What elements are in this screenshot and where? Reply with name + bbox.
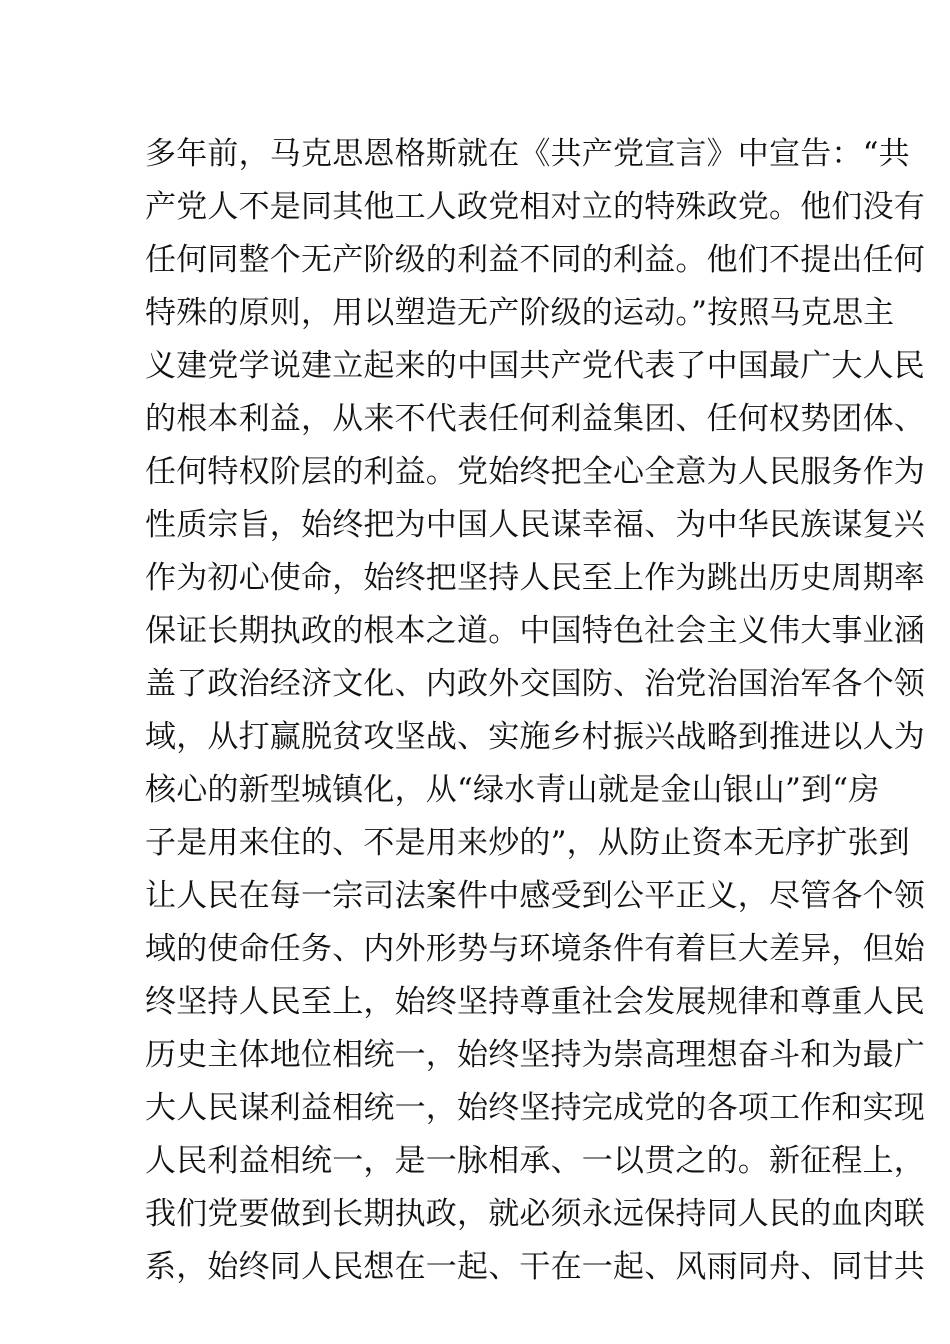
text-line-13: 核心的新型城镇化，从“绿水青山就是金山银山”到“房 bbox=[145, 772, 880, 808]
text-line-16: 域的使命任务、内外形势与环境条件有着巨大差异，但始 bbox=[145, 931, 925, 967]
text-line-10: 保证长期执政的根本之道。中国特色社会主义伟大事业涵 bbox=[145, 613, 925, 649]
text-line-2: 产党人不是同其他工人政党相对立的特殊政党。他们没有 bbox=[145, 189, 925, 225]
text-line-1: 多年前，马克思恩格斯就在《共产党宣言》中宣告：“共 bbox=[145, 136, 910, 172]
text-line-20: 人民利益相统一，是一脉相承、一以贯之的。新征程上， bbox=[145, 1143, 925, 1179]
text-line-19: 大人民谋利益相统一，始终坚持完成党的各项工作和实现 bbox=[145, 1090, 925, 1126]
text-line-11: 盖了政治经济文化、内政外交国防、治党治国治军各个领 bbox=[145, 666, 925, 702]
text-line-9: 作为初心使命，始终把坚持人民至上作为跳出历史周期率 bbox=[145, 560, 925, 596]
text-line-5: 义建党学说建立起来的中国共产党代表了中国最广大人民 bbox=[145, 348, 925, 384]
text-line-21: 我们党要做到长期执政，就必须永远保持同人民的血肉联 bbox=[145, 1196, 925, 1232]
text-line-8: 性质宗旨，始终把为中国人民谋幸福、为中华民族谋复兴 bbox=[145, 507, 925, 543]
text-line-14: 子是用来住的、不是用来炒的”，从防止资本无序扩张到 bbox=[145, 825, 910, 861]
text-line-3: 任何同整个无产阶级的利益不同的利益。他们不提出任何 bbox=[145, 242, 925, 278]
text-line-12: 域，从打赢脱贫攻坚战、实施乡村振兴战略到推进以人为 bbox=[145, 719, 925, 755]
text-line-17: 终坚持人民至上，始终坚持尊重社会发展规律和尊重人民 bbox=[145, 984, 925, 1020]
text-line-6: 的根本利益，从来不代表任何利益集团、任何权势团体、 bbox=[145, 401, 925, 437]
text-line-18: 历史主体地位相统一，始终坚持为崇高理想奋斗和为最广 bbox=[145, 1037, 925, 1073]
text-line-7: 任何特权阶层的利益。党始终把全心全意为人民服务作为 bbox=[145, 454, 925, 490]
text-line-15: 让人民在每一宗司法案件中感受到公平正义，尽管各个领 bbox=[145, 878, 925, 914]
text-line-4: 特殊的原则，用以塑造无产阶级的运动。”按照马克思主 bbox=[145, 295, 895, 331]
text-line-22: 系，始终同人民想在一起、干在一起、风雨同舟、同甘共 bbox=[145, 1249, 925, 1285]
